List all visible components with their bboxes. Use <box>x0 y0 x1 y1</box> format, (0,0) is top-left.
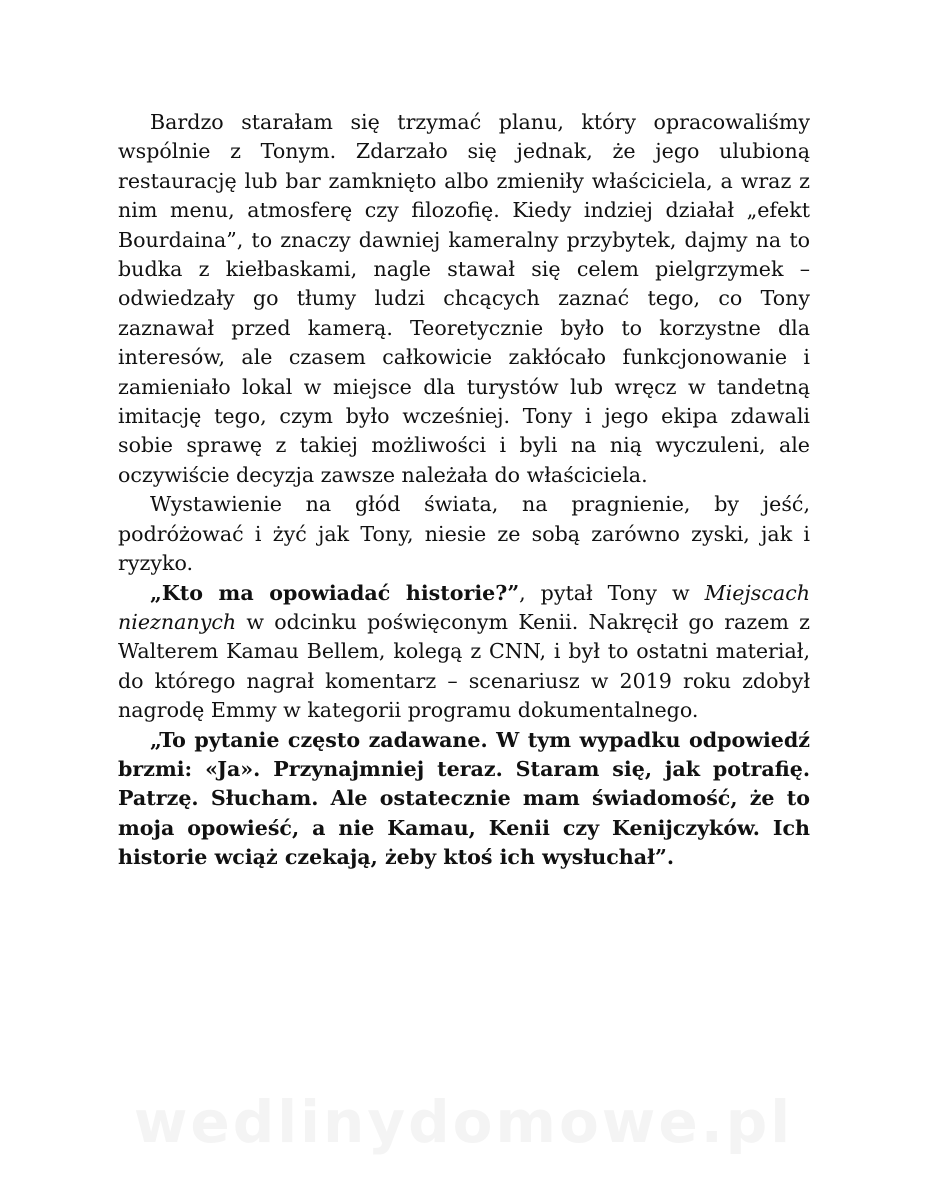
paragraph-1: Bardzo starałam się trzymać planu, który opracowaliśmy wspólnie z Tonym. Zdarzało się jednak, że jego ulubioną restaurację lub bar zamknięto albo zmieniły właściciela, a wraz z nim menu, atmosferę czy filozofię. Kiedy indziej działał „efekt Bourdaina”, to znaczy dawniej kameralny przybytek, dajmy na to budka z kiełbaskami, nagle stawał się celem pielgrzymek – odwiedzały go tłumy ludzi chcących zaznać tego, co Tony zaznawał przed kamerą. Teoretycznie było to korzystne dla interesów, ale czasem całkowicie zakłócało funkcjonowanie i zamieniało lokal w miejsce dla turystów lub wręcz w tandetną imitację tego, czym było wcześniej. Tony i jego ekipa zdawali sobie sprawę z takiej możliwości i byli na nią wyczuleni, ale oczywiście decyzja zawsze należała do właściciela. <box>118 110 810 487</box>
paragraph-3 <box>118 579 810 726</box>
paragraph-2: Wystawienie na głód świata, na pragnienie, by jeść, podróżować i żyć jak Tony, niesie ze sobą zarówno zyski, jak i ryzyko. <box>118 492 810 576</box>
italic-title: Miejscach nieznanych <box>118 580 810 634</box>
text-after-italic: w odcinku poświęconym Kenii. Nakręcił go razem z Walterem Kamau Bellem, kolegą z CNN, i był to ostatni materiał, do którego nagrał komentarz – scenariusz w 2019 roku zdobył nagrodę Emmy w kategorii programu dokumentalnego. <box>118 609 810 723</box>
document-body <box>118 108 810 873</box>
text-before-italic: , pytał Tony w <box>519 580 705 605</box>
bold-quote: „Kto ma opowiadać historie?” <box>150 580 520 605</box>
paragraph-4-bold-quote: „To pytanie często zadawane. W tym wypadku odpowiedź brzmi: «Ja». Przynajmniej teraz. Staram się, jak potrafię. Patrzę. Słucham. Ale ostatecznie mam świadomość, że to moja opowieść, a nie Kamau, Kenii czy Kenijczyków. Ich historie wciąż czekają, żeby ktoś ich wysłuchał”. <box>118 727 810 870</box>
watermark: wedlinydomowe.pl <box>133 1088 794 1156</box>
